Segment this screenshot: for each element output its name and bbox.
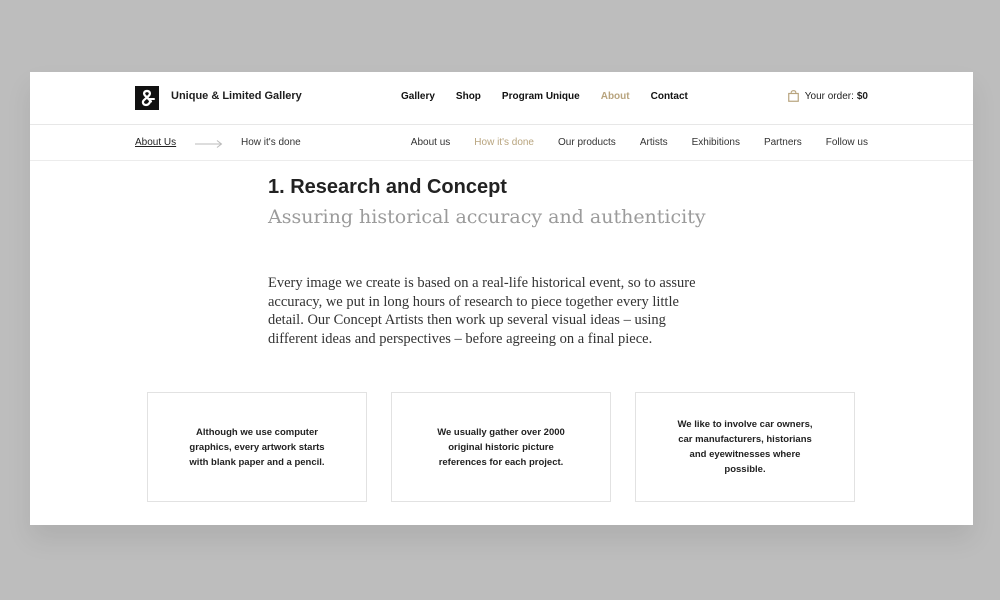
breadcrumb-how-its-done: How it's done [241, 137, 301, 148]
subnav-about-us[interactable]: About us [410, 137, 451, 148]
main-nav [401, 91, 709, 102]
brand-name[interactable]: Unique & Limited Gallery [171, 90, 302, 102]
subnav-how-its-done[interactable]: How it's done [474, 137, 534, 148]
subnav-partners[interactable]: Partners [763, 137, 802, 148]
shopping-bag-icon [788, 90, 799, 102]
info-card-1 [147, 392, 367, 502]
section-title: 1. Research and Concept [268, 176, 507, 198]
nav-about[interactable]: About [600, 91, 630, 102]
cart-button[interactable] [788, 90, 868, 102]
info-card-3 [635, 392, 855, 502]
section-subtitle: Assuring historical accuracy and authenticity [268, 206, 706, 228]
subnav-our-products[interactable]: Our products [558, 137, 616, 148]
info-card-text: We like to involve car owners, car manufacturers, historians and eyewitnesses where possible. [677, 419, 813, 475]
info-card-2 [391, 392, 611, 502]
info-card-text: We usually gather over 2000 original historic picture references for each project. [437, 426, 565, 468]
cart-label: Your order: [804, 90, 854, 102]
nav-contact[interactable]: Contact [650, 91, 688, 102]
subnav-artists[interactable]: Artists [639, 137, 668, 148]
nav-gallery[interactable]: Gallery [401, 91, 435, 102]
site-header [30, 72, 973, 125]
breadcrumb-about-us[interactable]: About Us [135, 137, 177, 148]
gallery-logo-icon[interactable] [135, 86, 159, 110]
nav-shop[interactable]: Shop [455, 91, 481, 102]
info-card-text: Although we use computer graphics, every artwork starts with blank paper and a pencil. [189, 426, 325, 468]
nav-program-unique[interactable]: Program Unique [501, 91, 580, 102]
cart-amount: $0 [856, 90, 868, 102]
section-nav [387, 137, 868, 148]
arrow-right-icon [195, 140, 223, 148]
browser-page [30, 72, 973, 525]
sub-navigation-bar [30, 125, 973, 161]
subnav-follow-us[interactable]: Follow us [825, 137, 868, 148]
section-body: Every image we create is based on a real-life historical event, so to assure accuracy, we put in long hours of research to piece together every little detail. Our Concept Artists then work up several visual ideas – using different ideas and perspectives – before agreeing on a final piece. [268, 275, 696, 347]
subnav-exhibitions[interactable]: Exhibitions [691, 137, 740, 148]
